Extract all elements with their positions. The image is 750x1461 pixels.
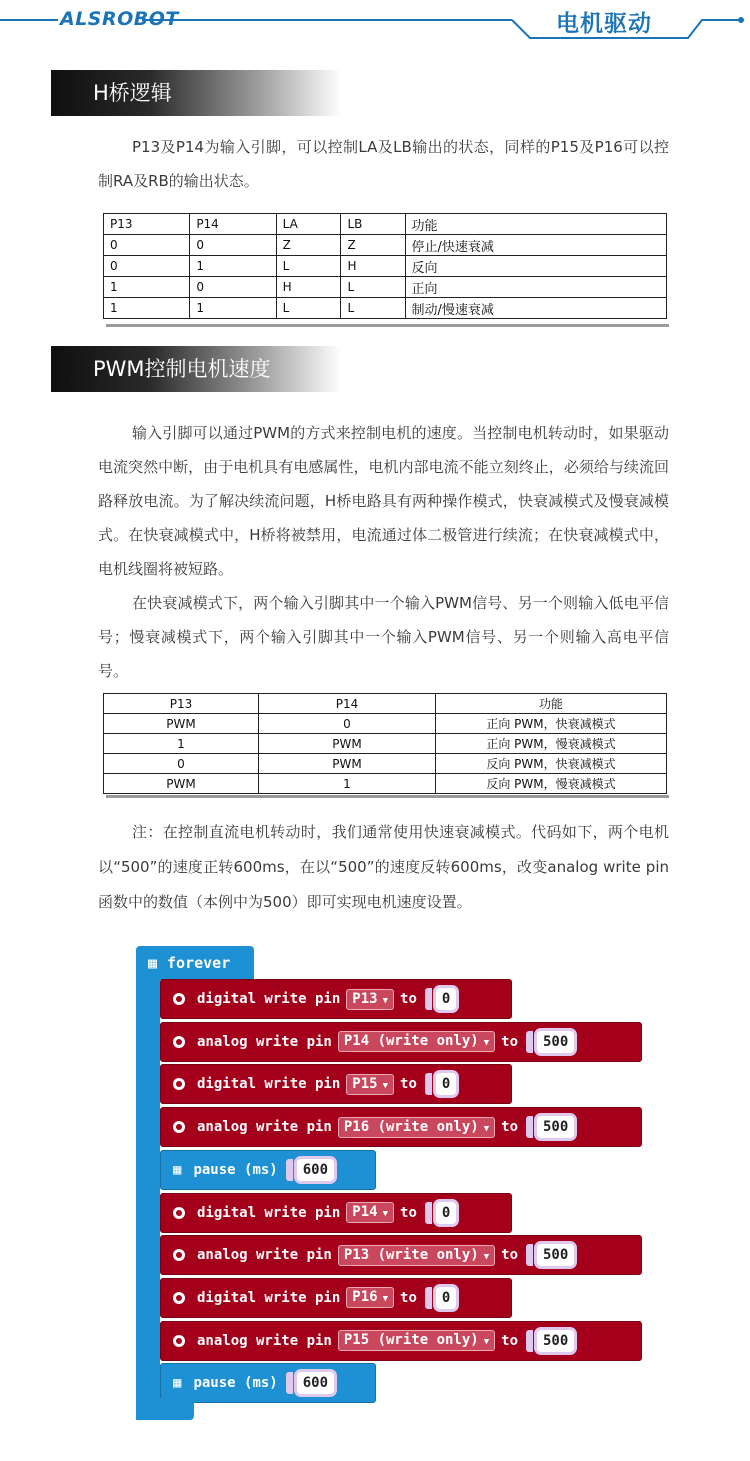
pin-dropdown-value: P15 (write only) [343, 1332, 479, 1349]
value-socket [425, 1073, 432, 1095]
value-socket [526, 1330, 533, 1352]
table-cell: 0 [104, 256, 190, 277]
usage-note-text: 注：在控制直流电机转动时，我们通常使用快速衰减模式。代码如下，两个电机以“500”的速度正转600ms，在以“500”的速度反转600ms，改变analog write pin函数中的数值（本例中为500）即可实现电机速度设置。 [98, 823, 669, 911]
value-input[interactable]: 500 [537, 1116, 574, 1138]
table-cell: 正向 [405, 277, 666, 298]
table-header-cell: 功能 [405, 214, 666, 235]
table-cell: 0 [104, 235, 190, 256]
analog-write-block[interactable] [160, 1321, 642, 1361]
block-label: analog write pin [197, 1247, 332, 1264]
table-row [104, 235, 667, 256]
pin-dropdown[interactable] [346, 1287, 394, 1308]
block-label: digital write pin [197, 1289, 341, 1306]
table-shadow [106, 795, 669, 798]
pin-dropdown[interactable] [338, 1117, 495, 1138]
table-header-row [104, 214, 667, 235]
section-heading-pwm: PWM控制电机速度 [51, 346, 381, 392]
pin-icon [173, 1292, 185, 1304]
pwm-description [98, 416, 669, 688]
usage-note [98, 815, 669, 920]
to-label: to [501, 1033, 518, 1050]
to-label: to [400, 1076, 417, 1093]
grid-icon: ▦ [148, 954, 158, 972]
pin-dropdown-value: P16 [352, 1289, 378, 1306]
h-bridge-intro [98, 130, 669, 198]
h-bridge-intro-text: P13及P14为输入引脚，可以控制LA及LB输出的状态，同样的P15及P16可以控制RA及RB的输出状态。 [98, 138, 669, 190]
section-heading-h-bridge: H桥逻辑 [51, 70, 381, 116]
digital-write-block[interactable] [160, 1064, 512, 1104]
table-row [104, 256, 667, 277]
pin-icon [173, 993, 185, 1005]
pin-dropdown-value: P13 [352, 990, 378, 1007]
table-cell: PWM [104, 714, 259, 734]
value-socket [526, 1031, 533, 1053]
pin-dropdown-value: P15 [352, 1075, 378, 1092]
to-label: to [400, 991, 417, 1007]
table-cell: H [276, 277, 341, 298]
to-label: to [501, 1119, 518, 1136]
pin-icon [173, 1249, 185, 1261]
pin-dropdown-value: P14 [352, 1204, 378, 1220]
pin-icon [173, 1335, 185, 1347]
pin-icon [173, 1121, 185, 1133]
table-header-cell: P13 [104, 214, 190, 235]
value-socket [286, 1372, 293, 1394]
digital-write-block[interactable] [160, 1193, 512, 1233]
table-cell: Z [276, 235, 341, 256]
chevron-down-icon: ▼ [382, 1209, 389, 1219]
pin-icon [173, 1036, 185, 1048]
pin-dropdown[interactable] [338, 1031, 495, 1052]
grid-icon: ▦ [173, 1375, 182, 1392]
pin-icon [173, 1207, 185, 1219]
table-header-cell: P14 [190, 214, 276, 235]
block-label: analog write pin [197, 1332, 332, 1349]
forever-label: forever [167, 954, 231, 972]
value-input[interactable]: 600 [297, 1159, 334, 1181]
pin-icon [173, 1078, 185, 1090]
table-row [104, 277, 667, 298]
value-input[interactable]: 500 [537, 1244, 574, 1266]
table-cell: 1 [104, 298, 190, 319]
chevron-down-icon: ▼ [483, 1251, 490, 1262]
value-socket [526, 1244, 533, 1266]
block-label: digital write pin [197, 1076, 341, 1093]
block-label: pause (ms) [193, 1161, 278, 1178]
analog-write-block[interactable] [160, 1235, 642, 1275]
block-label: digital write pin [197, 991, 341, 1007]
block-label: analog write pin [197, 1033, 332, 1050]
value-input[interactable]: 500 [537, 1330, 574, 1352]
table-cell: PWM [104, 774, 259, 794]
value-socket [286, 1159, 293, 1181]
pin-dropdown-value: P13 (write only) [343, 1246, 479, 1263]
digital-write-block[interactable] [160, 1278, 512, 1318]
chevron-down-icon: ▼ [483, 1337, 490, 1348]
table-cell: 0 [190, 235, 276, 256]
table-header-cell: 功能 [436, 694, 667, 714]
table-header-cell: LB [341, 214, 405, 235]
table-cell: L [276, 256, 341, 277]
table-cell: PWM [259, 734, 436, 754]
pin-dropdown[interactable] [338, 1245, 495, 1266]
table-cell: 停止/快速衰减 [405, 235, 666, 256]
forever-header[interactable] [136, 946, 254, 980]
table-header-cell: LA [276, 214, 341, 235]
pin-dropdown-value: P14 (write only) [343, 1033, 479, 1050]
value-socket [425, 1287, 432, 1309]
block-label: pause (ms) [193, 1375, 278, 1392]
table-header-row [104, 694, 667, 714]
to-label: to [501, 1247, 518, 1264]
pin-dropdown-value: P16 (write only) [343, 1118, 479, 1135]
pause-block[interactable] [160, 1150, 376, 1190]
pin-dropdown[interactable] [346, 1202, 394, 1223]
pin-dropdown[interactable] [338, 1330, 495, 1351]
table-cell: 0 [104, 754, 259, 774]
chevron-down-icon: ▼ [483, 1038, 490, 1049]
table-cell: 1 [190, 298, 276, 319]
table-row [104, 714, 667, 734]
value-socket [526, 1116, 533, 1138]
value-input[interactable]: 0 [436, 1287, 456, 1309]
table-cell: 1 [190, 256, 276, 277]
to-label: to [501, 1332, 518, 1349]
to-label: to [400, 1289, 417, 1306]
value-input[interactable]: 600 [297, 1372, 334, 1394]
table-cell: 正向 PWM，慢衰减模式 [436, 734, 667, 754]
pin-dropdown[interactable] [346, 989, 394, 1010]
table-cell: 正向 PWM，快衰减模式 [436, 714, 667, 734]
pin-dropdown[interactable] [346, 1074, 394, 1095]
table-shadow [106, 324, 669, 327]
table-cell: 反向 PWM，慢衰减模式 [436, 774, 667, 794]
table-cell: 1 [259, 774, 436, 794]
table-cell: 0 [259, 714, 436, 734]
block-label: digital write pin [197, 1204, 341, 1221]
chevron-down-icon: ▼ [382, 1080, 389, 1091]
value-socket [425, 1202, 432, 1224]
page-title: 电机驱动 [556, 11, 652, 37]
table-cell: PWM [259, 754, 436, 774]
table-header-cell: P14 [259, 694, 436, 714]
h-bridge-logic-table [103, 213, 667, 319]
brand-logo: ALSROBOT [60, 8, 179, 30]
table-cell: Z [341, 235, 405, 256]
value-input[interactable]: 0 [436, 988, 456, 1010]
block-label: analog write pin [197, 1119, 332, 1136]
forever-spine [136, 976, 160, 1420]
digital-write-block[interactable] [160, 979, 512, 1019]
grid-icon: ▦ [173, 1161, 182, 1178]
chevron-down-icon: ▼ [483, 1123, 490, 1134]
table-cell: 1 [104, 277, 190, 298]
table-cell: 制动/慢速衰减 [405, 298, 666, 319]
value-input[interactable]: 0 [436, 1202, 456, 1224]
table-row [104, 774, 667, 794]
forever-footer [136, 1398, 194, 1420]
table-cell: L [341, 298, 405, 319]
pwm-paragraph-1: 输入引脚可以通过PWM的方式来控制电机的速度。当控制电机转动时，如果驱动电流突然中断，由于电机具有电感属性，电机内部电流不能立刻终止，必须给与续流回路释放电流。为了解决续流问题，H桥电路具有两种操作模式，快衰减模式及慢衰减模式。在快衰减模式中，H桥将被禁用，电流通过体二极管进行续流；在快衰减模式中，电机线圈将被短路。 [98, 424, 669, 578]
table-cell: 反向 PWM，快衰减模式 [436, 754, 667, 774]
value-input[interactable]: 500 [537, 1031, 574, 1053]
analog-write-block[interactable] [160, 1022, 642, 1062]
value-input[interactable]: 0 [436, 1073, 456, 1095]
chevron-down-icon: ▼ [382, 995, 389, 1006]
analog-write-block[interactable] [160, 1107, 642, 1147]
value-socket [425, 988, 432, 1010]
table-cell: 反向 [405, 256, 666, 277]
table-cell: L [341, 277, 405, 298]
table-row [104, 734, 667, 754]
chevron-down-icon: ▼ [382, 1294, 389, 1305]
table-row [104, 298, 667, 319]
table-cell: H [341, 256, 405, 277]
table-cell: 1 [104, 734, 259, 754]
to-label: to [400, 1204, 417, 1221]
table-header-cell: P13 [104, 694, 259, 714]
pwm-mode-table [103, 693, 667, 794]
table-row [104, 754, 667, 774]
table-cell: 0 [190, 277, 276, 298]
table-cell: L [276, 298, 341, 319]
pwm-paragraph-2: 在快衰减模式下，两个输入引脚其中一个输入PWM信号、另一个则输入低电平信号；慢衰减模式下，两个输入引脚其中一个输入PWM信号、另一个则输入高电平信号。 [98, 594, 669, 680]
